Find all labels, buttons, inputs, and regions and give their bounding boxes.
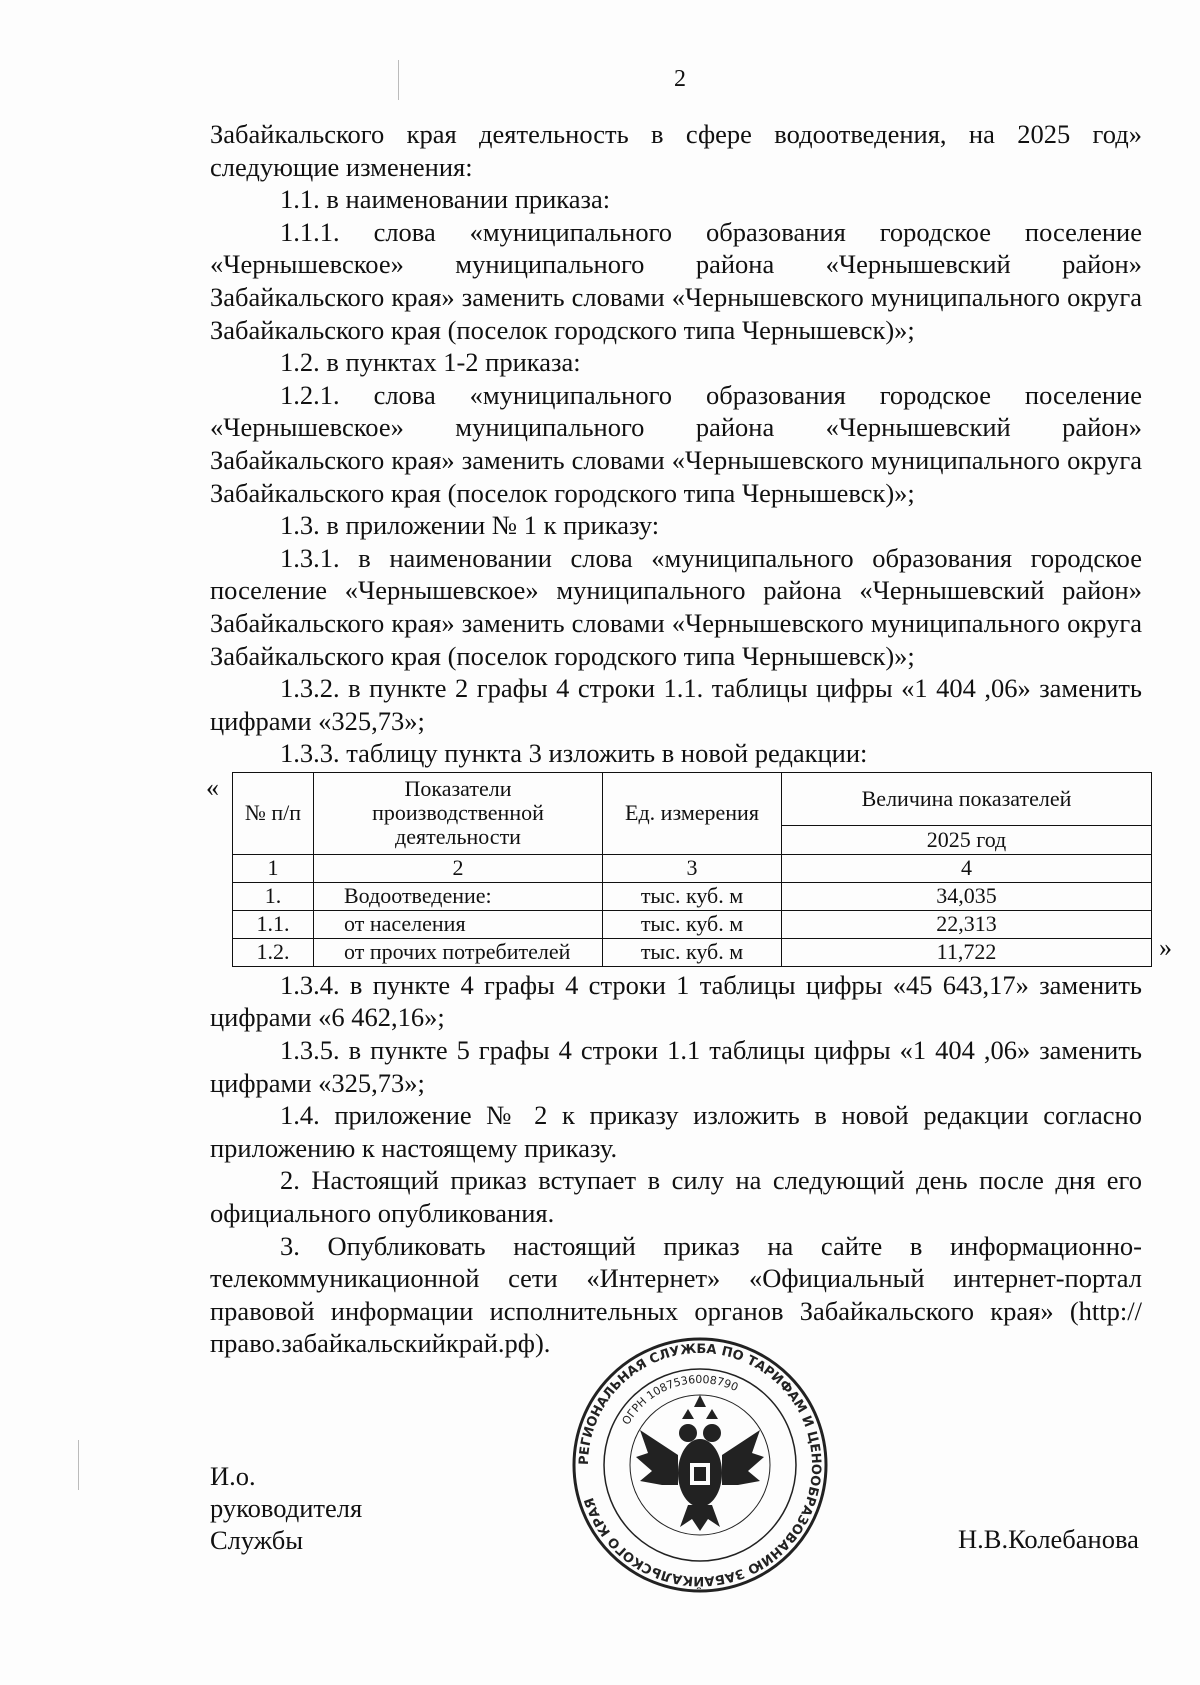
paragraphs-before-table — [210, 118, 1142, 770]
paragraph: 3. Опубликовать настоящий приказ на сайте в информационно-телекоммуникационной сети «Интернет» «Официальный интернет-портал правовой информации исполнительных органов Забайкальского края» (http://право.забайкальскийкрай.рф). — [210, 1230, 1142, 1359]
row-value: 34,035 — [782, 882, 1152, 910]
position-line: И.о. — [210, 1461, 256, 1491]
header-year: 2025 год — [782, 825, 1152, 854]
document-body — [206, 118, 1172, 1360]
paragraph: 1.1. в наименовании приказа: — [280, 184, 611, 215]
position-line: руководителя — [210, 1493, 363, 1523]
page-number: 2 — [674, 66, 686, 92]
column-number-row — [233, 854, 1152, 882]
row-name: Водоотведение: — [314, 882, 603, 910]
column-number: 1 — [233, 854, 314, 882]
row-name: от прочих потребителей — [314, 938, 603, 966]
paragraph: 1.4. приложение № 2 к приказу изложить в новой редакции согласно приложению к настоящему приказу. — [210, 1100, 1142, 1163]
seal-outer-text: РЕГИОНАЛЬНАЯ СЛУЖБА ПО ТАРИФАМ И ЦЕНООБРАЗОВАНИЮ ЗАБАЙКАЛЬСКОГО КРАЯ — [576, 1341, 824, 1589]
scan-artifact — [78, 1440, 79, 1490]
table-open-quote: « — [206, 772, 219, 802]
row-num: 1.1. — [233, 910, 314, 938]
paragraph: 1.3.3. таблицу пункта 3 изложить в новой редакции: — [280, 738, 868, 769]
header-indicator: Показатели производственной деятельности — [314, 772, 603, 854]
seal-image — [570, 1335, 830, 1595]
column-number: 2 — [314, 854, 603, 882]
table-row — [233, 910, 1152, 938]
header-unit: Ед. измерения — [603, 772, 782, 854]
signature-position — [210, 1460, 362, 1556]
indicators-table — [232, 772, 1152, 967]
row-num: 1.2. — [233, 938, 314, 966]
table-row — [233, 882, 1152, 910]
row-num: 1. — [233, 882, 314, 910]
indicators-table-block — [206, 772, 1172, 967]
svg-text:ОГРН 1087536008790 — [620, 1373, 741, 1427]
row-value: 22,313 — [782, 910, 1152, 938]
header-num: № п/п — [233, 772, 314, 854]
column-number: 4 — [782, 854, 1152, 882]
paragraph: 1.3. в приложении № 1 к приказу: — [280, 510, 660, 541]
paragraph: 1.2. в пунктах 1-2 приказа: — [280, 347, 581, 378]
table-close-quote: » — [1159, 933, 1172, 963]
paragraph: 1.1.1. слова «муниципального образования городское поселение «Чернышевское» муниципального района «Чернышевский район» Забайкальского края» заменить словами «Чернышевского муниципального округа Забайкальского края (поселок городского типа Чернышевск)»; — [210, 216, 1142, 345]
seal-inner-text: ОГРН 1087536008790 — [619, 1372, 741, 1428]
row-unit: тыс. куб. м — [603, 882, 782, 910]
signer-name: Н.В.Колебанова — [958, 1524, 1139, 1554]
paragraph: 1.3.2. в пункте 2 графы 4 строки 1.1. таблицы цифры «1 404 ,06» заменить цифрами «325,73»; — [210, 673, 1142, 736]
paragraph: 1.3.5. в пункте 5 графы 4 строки 1.1 таблицы цифры «1 404 ,06» заменить цифрами «325,73»; — [210, 1035, 1142, 1098]
paragraphs-after-table — [210, 969, 1142, 1360]
eagle-emblem-icon — [636, 1395, 764, 1531]
row-name: от населения — [314, 910, 603, 938]
header-value: Величина показателей — [782, 772, 1152, 825]
paragraph: 1.2.1. слова «муниципального образования городское поселение «Чернышевское» муниципального района «Чернышевский район» Забайкальского края» заменить словами «Чернышевского муниципального округа Забайкальского края (поселок городского типа Чернышевск)»; — [210, 379, 1142, 508]
paragraph: 1.3.4. в пункте 4 графы 4 строки 1 таблицы цифры «45 643,17» заменить цифрами «6 462,16»; — [210, 969, 1142, 1033]
official-seal — [570, 1335, 830, 1595]
column-number: 3 — [603, 854, 782, 882]
paragraph: 2. Настоящий приказ вступает в силу на следующий день после дня его официального опубликования. — [210, 1165, 1142, 1229]
paragraph: Забайкальского края деятельность в сфере водоотведения, на 2025 год» следующие изменения: — [210, 119, 1142, 182]
row-unit: тыс. куб. м — [603, 938, 782, 966]
paragraph: 1.3.1. в наименовании слова «муниципального образования городское поселение «Чернышевское» муниципального района «Чернышевский район» Забайкальского края» заменить словами «Чернышевского муниципального округа Забайкальского края (поселок городского типа Чернышевск)»; — [210, 542, 1142, 671]
position-line: Службы — [210, 1525, 304, 1555]
row-value: 11,722 — [782, 938, 1152, 966]
row-unit: тыс. куб. м — [603, 910, 782, 938]
table-row — [233, 938, 1152, 966]
